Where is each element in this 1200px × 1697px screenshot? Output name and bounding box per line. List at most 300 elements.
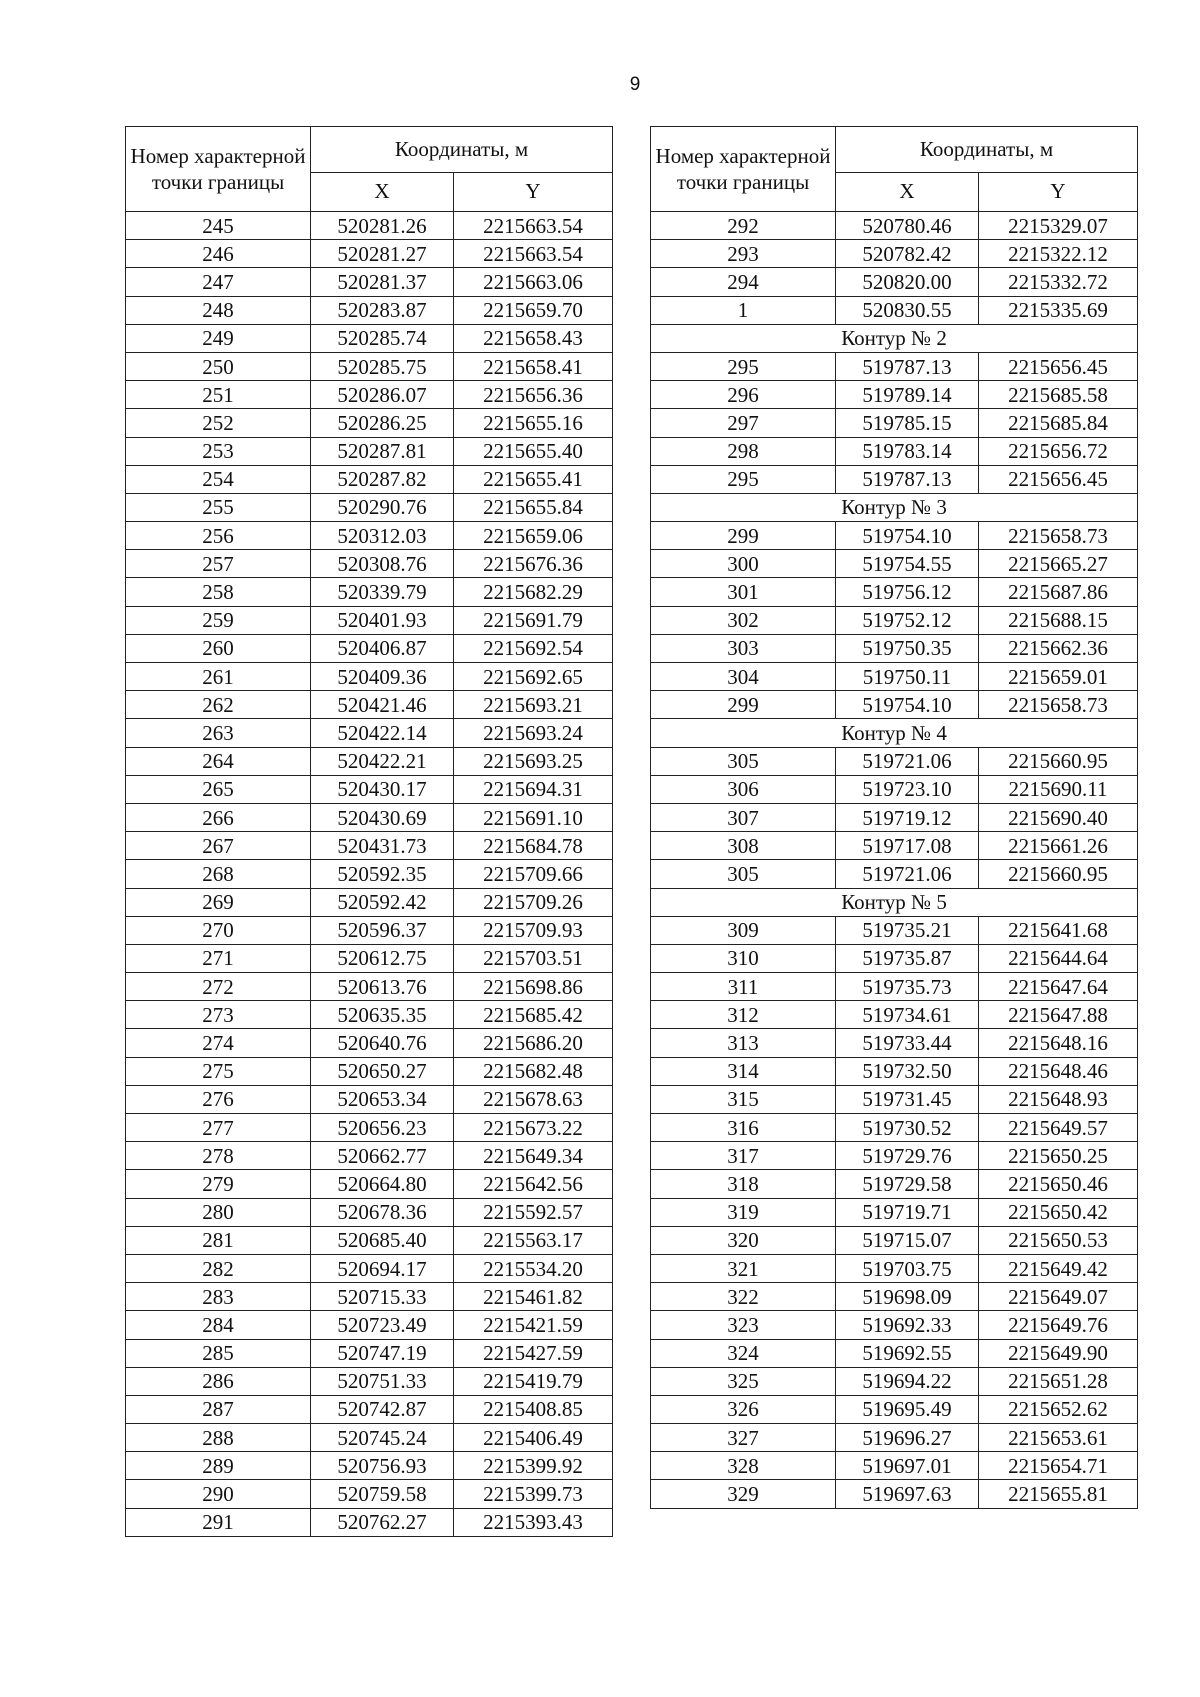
y-coordinate-cell: 2215703.51	[454, 944, 613, 972]
point-number-cell: 280	[126, 1198, 311, 1226]
y-coordinate-cell: 2215663.54	[454, 240, 613, 268]
point-number-cell: 273	[126, 1001, 311, 1029]
point-number-cell: 299	[651, 522, 836, 550]
table-row	[126, 803, 613, 831]
point-number-cell: 307	[651, 803, 836, 831]
y-coordinate-cell: 2215658.43	[454, 324, 613, 352]
x-coordinate-cell: 520780.46	[836, 212, 979, 240]
table-row	[126, 860, 613, 888]
x-coordinate-cell: 519750.35	[836, 634, 979, 662]
x-coordinate-cell: 519729.58	[836, 1170, 979, 1198]
x-coordinate-cell: 519692.33	[836, 1311, 979, 1339]
table-row	[651, 1114, 1138, 1142]
point-number-cell: 285	[126, 1339, 311, 1367]
table-row	[126, 944, 613, 972]
y-coordinate-cell: 2215691.10	[454, 803, 613, 831]
x-coordinate-cell: 520723.49	[311, 1311, 454, 1339]
x-coordinate-cell: 519756.12	[836, 578, 979, 606]
point-number-cell: 327	[651, 1424, 836, 1452]
y-coordinate-cell: 2215682.29	[454, 578, 613, 606]
point-number-cell: 277	[126, 1114, 311, 1142]
table-body-right	[651, 212, 1138, 1509]
x-coordinate-cell: 520312.03	[311, 522, 454, 550]
x-coordinate-cell: 520592.42	[311, 888, 454, 916]
table-row	[651, 1452, 1138, 1480]
table-row	[126, 606, 613, 634]
x-coordinate-cell: 519787.13	[836, 465, 979, 493]
table-row	[651, 1001, 1138, 1029]
table-row	[126, 691, 613, 719]
y-coordinate-cell: 2215658.73	[979, 522, 1138, 550]
point-number-cell: 276	[126, 1085, 311, 1113]
point-number-cell: 305	[651, 860, 836, 888]
y-coordinate-cell: 2215534.20	[454, 1254, 613, 1282]
x-coordinate-cell: 520656.23	[311, 1114, 454, 1142]
y-coordinate-cell: 2215690.40	[979, 803, 1138, 831]
point-number-cell: 248	[126, 296, 311, 324]
point-number-cell: 295	[651, 465, 836, 493]
y-coordinate-cell: 2215649.90	[979, 1339, 1138, 1367]
y-coordinate-cell: 2215650.42	[979, 1198, 1138, 1226]
point-number-cell: 271	[126, 944, 311, 972]
y-coordinate-cell: 2215649.42	[979, 1254, 1138, 1282]
point-number-cell: 321	[651, 1254, 836, 1282]
point-number-cell: 304	[651, 663, 836, 691]
coordinates-table-right	[650, 126, 1138, 1509]
point-number-cell: 308	[651, 832, 836, 860]
x-coordinate-cell: 519735.21	[836, 916, 979, 944]
y-coordinate-cell: 2215709.26	[454, 888, 613, 916]
point-number-cell: 289	[126, 1452, 311, 1480]
x-coordinate-cell: 519754.55	[836, 550, 979, 578]
point-number-cell: 322	[651, 1283, 836, 1311]
y-coordinate-cell: 2215678.63	[454, 1085, 613, 1113]
table-row	[651, 1254, 1138, 1282]
table-row	[651, 1424, 1138, 1452]
point-number-cell: 310	[651, 944, 836, 972]
y-coordinate-cell: 2215322.12	[979, 240, 1138, 268]
point-number-cell: 262	[126, 691, 311, 719]
point-number-cell: 292	[651, 212, 836, 240]
point-number-cell: 325	[651, 1367, 836, 1395]
point-number-cell: 249	[126, 324, 311, 352]
x-coordinate-cell: 519719.12	[836, 803, 979, 831]
table-row	[126, 465, 613, 493]
y-coordinate-cell: 2215663.06	[454, 268, 613, 296]
point-number-cell: 295	[651, 352, 836, 380]
point-number-cell: 323	[651, 1311, 836, 1339]
table-row	[651, 663, 1138, 691]
y-coordinate-cell: 2215329.07	[979, 212, 1138, 240]
x-coordinate-cell: 520694.17	[311, 1254, 454, 1282]
x-coordinate-cell: 520685.40	[311, 1226, 454, 1254]
table-row	[651, 860, 1138, 888]
table-row	[126, 1254, 613, 1282]
point-number-cell: 291	[126, 1508, 311, 1536]
y-coordinate-cell: 2215658.41	[454, 352, 613, 380]
x-coordinate-cell: 519730.52	[836, 1114, 979, 1142]
x-coordinate-cell: 519732.50	[836, 1057, 979, 1085]
point-number-cell: 302	[651, 606, 836, 634]
y-coordinate-cell: 2215659.06	[454, 522, 613, 550]
x-coordinate-cell: 520762.27	[311, 1508, 454, 1536]
y-coordinate-cell: 2215648.46	[979, 1057, 1138, 1085]
table-row	[126, 1085, 613, 1113]
table-row	[651, 1170, 1138, 1198]
x-coordinate-cell: 520285.75	[311, 352, 454, 380]
x-coordinate-cell: 519717.08	[836, 832, 979, 860]
y-coordinate-cell: 2215649.07	[979, 1283, 1138, 1311]
x-coordinate-cell: 520662.77	[311, 1142, 454, 1170]
contour-section-label: Контур № 4	[651, 719, 1138, 747]
point-number-cell: 312	[651, 1001, 836, 1029]
table-row	[126, 663, 613, 691]
y-coordinate-cell: 2215647.88	[979, 1001, 1138, 1029]
table-row	[126, 1395, 613, 1423]
point-number-cell: 298	[651, 437, 836, 465]
point-number-cell: 278	[126, 1142, 311, 1170]
x-coordinate-cell: 519696.27	[836, 1424, 979, 1452]
x-coordinate-cell: 519752.12	[836, 606, 979, 634]
y-coordinate-cell: 2215650.25	[979, 1142, 1138, 1170]
y-coordinate-cell: 2215563.17	[454, 1226, 613, 1254]
x-coordinate-cell: 520406.87	[311, 634, 454, 662]
table-row	[651, 550, 1138, 578]
y-coordinate-cell: 2215649.34	[454, 1142, 613, 1170]
y-coordinate-cell: 2215661.26	[979, 832, 1138, 860]
x-coordinate-cell: 519723.10	[836, 775, 979, 803]
y-coordinate-cell: 2215648.16	[979, 1029, 1138, 1057]
contour-section-row	[651, 888, 1138, 916]
table-row	[651, 1395, 1138, 1423]
y-coordinate-cell: 2215676.36	[454, 550, 613, 578]
table-row	[651, 409, 1138, 437]
x-coordinate-cell: 520290.76	[311, 493, 454, 521]
y-coordinate-cell: 2215656.45	[979, 352, 1138, 380]
y-coordinate-cell: 2215651.28	[979, 1367, 1138, 1395]
contour-section-row	[651, 719, 1138, 747]
point-number-cell: 303	[651, 634, 836, 662]
y-coordinate-cell: 2215393.43	[454, 1508, 613, 1536]
table-row	[651, 944, 1138, 972]
point-number-cell: 297	[651, 409, 836, 437]
y-coordinate-cell: 2215690.11	[979, 775, 1138, 803]
x-coordinate-cell: 520431.73	[311, 832, 454, 860]
table-row	[651, 775, 1138, 803]
table-row	[126, 1057, 613, 1085]
point-number-cell: 281	[126, 1226, 311, 1254]
y-coordinate-cell: 2215335.69	[979, 296, 1138, 324]
point-number-cell: 324	[651, 1339, 836, 1367]
point-number-cell: 269	[126, 888, 311, 916]
table-row	[126, 1170, 613, 1198]
x-coordinate-cell: 520401.93	[311, 606, 454, 634]
point-number-cell: 300	[651, 550, 836, 578]
x-coordinate-cell: 519733.44	[836, 1029, 979, 1057]
table-row	[651, 212, 1138, 240]
point-number-cell: 286	[126, 1367, 311, 1395]
x-coordinate-cell: 519703.75	[836, 1254, 979, 1282]
point-number-cell: 270	[126, 916, 311, 944]
y-coordinate-cell: 2215686.20	[454, 1029, 613, 1057]
table-row	[126, 775, 613, 803]
point-number-cell: 266	[126, 803, 311, 831]
y-coordinate-cell: 2215694.31	[454, 775, 613, 803]
x-coordinate-cell: 519729.76	[836, 1142, 979, 1170]
y-coordinate-cell: 2215654.71	[979, 1452, 1138, 1480]
y-coordinate-cell: 2215658.73	[979, 691, 1138, 719]
point-number-cell: 301	[651, 578, 836, 606]
table-row	[126, 747, 613, 775]
table-row	[126, 634, 613, 662]
y-coordinate-cell: 2215641.68	[979, 916, 1138, 944]
point-number-cell: 268	[126, 860, 311, 888]
table-row	[651, 1480, 1138, 1508]
point-number-cell: 247	[126, 268, 311, 296]
y-coordinate-cell: 2215406.49	[454, 1424, 613, 1452]
table-row	[126, 1283, 613, 1311]
x-coordinate-cell: 520759.58	[311, 1480, 454, 1508]
x-coordinate-cell: 519734.61	[836, 1001, 979, 1029]
y-coordinate-cell: 2215685.42	[454, 1001, 613, 1029]
y-header: Y	[454, 172, 613, 211]
y-coordinate-cell: 2215688.15	[979, 606, 1138, 634]
table-row	[651, 803, 1138, 831]
x-coordinate-cell: 520830.55	[836, 296, 979, 324]
table-row	[126, 493, 613, 521]
point-number-cell: 264	[126, 747, 311, 775]
contour-section-label: Контур № 3	[651, 493, 1138, 521]
x-coordinate-cell: 520650.27	[311, 1057, 454, 1085]
point-number-cell: 316	[651, 1114, 836, 1142]
table-row	[126, 916, 613, 944]
point-number-cell: 299	[651, 691, 836, 719]
x-coordinate-cell: 519789.14	[836, 381, 979, 409]
table-row	[126, 1452, 613, 1480]
y-coordinate-cell: 2215592.57	[454, 1198, 613, 1226]
x-coordinate-cell: 520281.26	[311, 212, 454, 240]
point-number-cell: 246	[126, 240, 311, 268]
x-coordinate-cell: 520422.21	[311, 747, 454, 775]
table-row	[126, 550, 613, 578]
coordinates-header: Координаты, м	[836, 127, 1138, 173]
y-coordinate-cell: 2215692.65	[454, 663, 613, 691]
y-coordinate-cell: 2215709.93	[454, 916, 613, 944]
table-row	[651, 578, 1138, 606]
point-number-cell: 258	[126, 578, 311, 606]
x-coordinate-cell: 519715.07	[836, 1226, 979, 1254]
x-coordinate-cell: 520308.76	[311, 550, 454, 578]
x-coordinate-cell: 520612.75	[311, 944, 454, 972]
table-row	[126, 352, 613, 380]
x-coordinate-cell: 519735.73	[836, 973, 979, 1001]
table-row	[126, 1424, 613, 1452]
point-number-cell: 328	[651, 1452, 836, 1480]
point-number-cell: 1	[651, 296, 836, 324]
table-row	[651, 1057, 1138, 1085]
point-number-cell: 267	[126, 832, 311, 860]
table-row	[651, 1226, 1138, 1254]
table-row	[126, 437, 613, 465]
table-row	[126, 240, 613, 268]
y-coordinate-cell: 2215655.84	[454, 493, 613, 521]
x-coordinate-cell: 520756.93	[311, 1452, 454, 1480]
y-coordinate-cell: 2215419.79	[454, 1367, 613, 1395]
point-number-cell: 319	[651, 1198, 836, 1226]
point-number-cell: 279	[126, 1170, 311, 1198]
table-row	[126, 973, 613, 1001]
x-coordinate-cell: 520596.37	[311, 916, 454, 944]
point-number-cell: 305	[651, 747, 836, 775]
table-row	[651, 1085, 1138, 1113]
point-number-cell: 245	[126, 212, 311, 240]
table-row	[126, 1114, 613, 1142]
table-row	[651, 973, 1138, 1001]
x-coordinate-cell: 520281.27	[311, 240, 454, 268]
y-coordinate-cell: 2215427.59	[454, 1339, 613, 1367]
table-row	[126, 1029, 613, 1057]
x-coordinate-cell: 520283.87	[311, 296, 454, 324]
x-coordinate-cell: 519721.06	[836, 860, 979, 888]
y-coordinate-cell: 2215408.85	[454, 1395, 613, 1423]
x-coordinate-cell: 519735.87	[836, 944, 979, 972]
point-number-cell: 294	[651, 268, 836, 296]
y-coordinate-cell: 2215660.95	[979, 860, 1138, 888]
point-number-cell: 311	[651, 973, 836, 1001]
contour-section-label: Контур № 5	[651, 888, 1138, 916]
y-coordinate-cell: 2215673.22	[454, 1114, 613, 1142]
contour-section-row	[651, 493, 1138, 521]
table-row	[126, 1339, 613, 1367]
table-row	[651, 465, 1138, 493]
y-coordinate-cell: 2215642.56	[454, 1170, 613, 1198]
table-row	[126, 1226, 613, 1254]
table-row	[651, 1142, 1138, 1170]
table-row	[651, 747, 1138, 775]
x-coordinate-cell: 520635.35	[311, 1001, 454, 1029]
point-number-cell: 306	[651, 775, 836, 803]
y-coordinate-cell: 2215659.01	[979, 663, 1138, 691]
point-number-cell: 326	[651, 1395, 836, 1423]
x-coordinate-cell: 519698.09	[836, 1283, 979, 1311]
table-row	[651, 606, 1138, 634]
table-row	[651, 381, 1138, 409]
table-row	[651, 1198, 1138, 1226]
table-row	[651, 522, 1138, 550]
point-number-header: Номер характерной точки границы	[651, 127, 836, 212]
table-row	[126, 212, 613, 240]
x-coordinate-cell: 520592.35	[311, 860, 454, 888]
point-number-cell: 274	[126, 1029, 311, 1057]
x-coordinate-cell: 520430.17	[311, 775, 454, 803]
y-coordinate-cell: 2215663.54	[454, 212, 613, 240]
x-coordinate-cell: 520678.36	[311, 1198, 454, 1226]
point-number-cell: 252	[126, 409, 311, 437]
x-coordinate-cell: 520613.76	[311, 973, 454, 1001]
contour-section-label: Контур № 2	[651, 324, 1138, 352]
y-coordinate-cell: 2215709.66	[454, 860, 613, 888]
table-row	[126, 522, 613, 550]
x-coordinate-cell: 519754.10	[836, 522, 979, 550]
table-row	[126, 1508, 613, 1536]
x-coordinate-cell: 520339.79	[311, 578, 454, 606]
x-coordinate-cell: 520285.74	[311, 324, 454, 352]
x-coordinate-cell: 520640.76	[311, 1029, 454, 1057]
y-coordinate-cell: 2215650.46	[979, 1170, 1138, 1198]
x-coordinate-cell: 520747.19	[311, 1339, 454, 1367]
y-coordinate-cell: 2215652.62	[979, 1395, 1138, 1423]
table-body-left	[126, 212, 613, 1537]
x-coordinate-cell: 519692.55	[836, 1339, 979, 1367]
y-coordinate-cell: 2215685.84	[979, 409, 1138, 437]
y-coordinate-cell: 2215687.86	[979, 578, 1138, 606]
point-number-cell: 284	[126, 1311, 311, 1339]
point-number-cell: 314	[651, 1057, 836, 1085]
table-row	[126, 1311, 613, 1339]
table-row	[126, 381, 613, 409]
y-coordinate-cell: 2215692.54	[454, 634, 613, 662]
point-number-cell: 261	[126, 663, 311, 691]
x-coordinate-cell: 520286.07	[311, 381, 454, 409]
table-row	[651, 1311, 1138, 1339]
y-coordinate-cell: 2215656.72	[979, 437, 1138, 465]
table-row	[651, 1029, 1138, 1057]
y-coordinate-cell: 2215693.21	[454, 691, 613, 719]
x-coordinate-cell: 520715.33	[311, 1283, 454, 1311]
table-row	[126, 578, 613, 606]
y-coordinate-cell: 2215650.53	[979, 1226, 1138, 1254]
table-row	[126, 888, 613, 916]
x-coordinate-cell: 519695.49	[836, 1395, 979, 1423]
x-coordinate-cell: 519787.13	[836, 352, 979, 380]
y-coordinate-cell: 2215662.36	[979, 634, 1138, 662]
y-coordinate-cell: 2215399.92	[454, 1452, 613, 1480]
point-number-cell: 259	[126, 606, 311, 634]
coordinates-header: Координаты, м	[311, 127, 613, 173]
y-coordinate-cell: 2215693.25	[454, 747, 613, 775]
x-coordinate-cell: 520664.80	[311, 1170, 454, 1198]
y-coordinate-cell: 2215665.27	[979, 550, 1138, 578]
table-row	[651, 634, 1138, 662]
point-number-header: Номер характерной точки границы	[126, 127, 311, 212]
y-coordinate-cell: 2215653.61	[979, 1424, 1138, 1452]
table-row	[651, 916, 1138, 944]
y-coordinate-cell: 2215421.59	[454, 1311, 613, 1339]
y-coordinate-cell: 2215698.86	[454, 973, 613, 1001]
point-number-cell: 283	[126, 1283, 311, 1311]
point-number-cell: 257	[126, 550, 311, 578]
table-row	[651, 832, 1138, 860]
table-row	[126, 1001, 613, 1029]
table-row	[126, 324, 613, 352]
y-coordinate-cell: 2215685.58	[979, 381, 1138, 409]
x-coordinate-cell: 519697.01	[836, 1452, 979, 1480]
y-coordinate-cell: 2215693.24	[454, 719, 613, 747]
y-header: Y	[979, 172, 1138, 211]
x-coordinate-cell: 519721.06	[836, 747, 979, 775]
x-coordinate-cell: 520751.33	[311, 1367, 454, 1395]
x-coordinate-cell: 520782.42	[836, 240, 979, 268]
x-coordinate-cell: 520820.00	[836, 268, 979, 296]
y-coordinate-cell: 2215655.40	[454, 437, 613, 465]
y-coordinate-cell: 2215682.48	[454, 1057, 613, 1085]
x-coordinate-cell: 520287.82	[311, 465, 454, 493]
x-coordinate-cell: 520421.46	[311, 691, 454, 719]
point-number-cell: 272	[126, 973, 311, 1001]
point-number-cell: 260	[126, 634, 311, 662]
x-coordinate-cell: 519785.15	[836, 409, 979, 437]
y-coordinate-cell: 2215647.64	[979, 973, 1138, 1001]
